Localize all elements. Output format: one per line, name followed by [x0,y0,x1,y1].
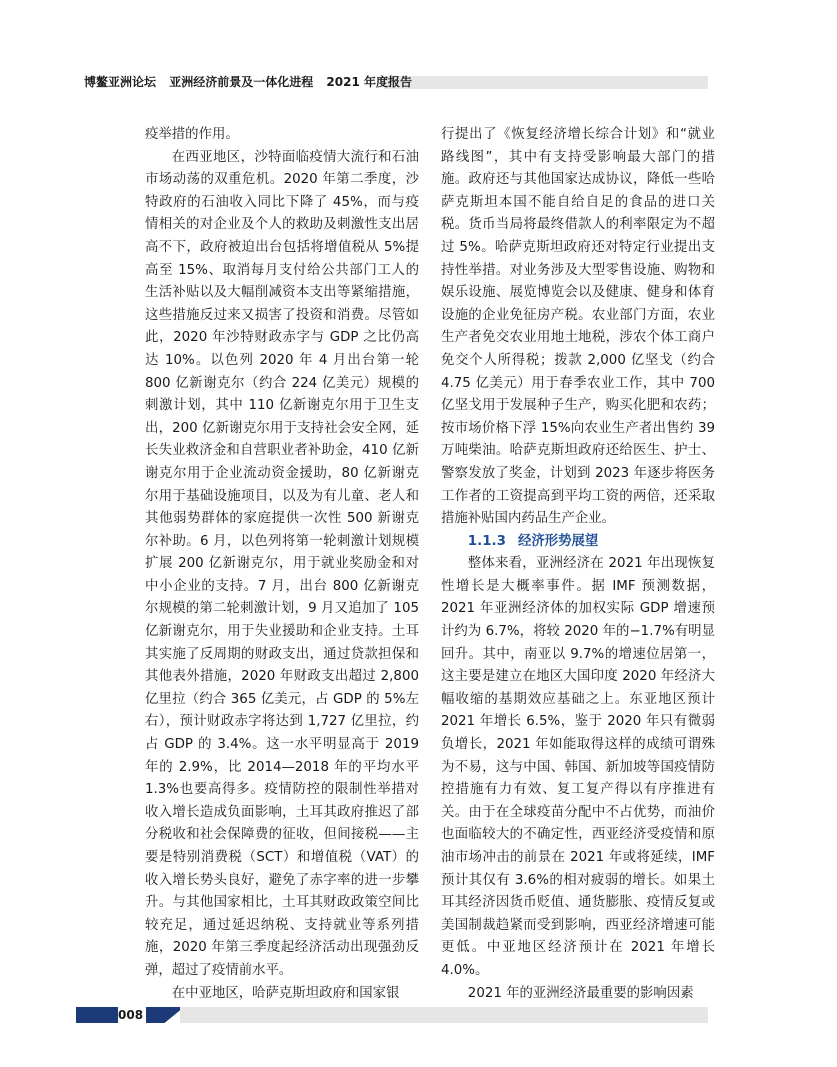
right-column [441,124,715,1005]
left-column [145,124,419,1005]
section-heading [441,531,715,554]
header-year-label: 2021 年度报告 [326,75,412,89]
paragraph: 整体来看，亚洲经济在 2021 年出现恢复性增长是大概率事件。据 IMF 预测数据，2021 年亚洲经济体的加权实际 GDP 增速预计约为 6.7%，将较 2020 年的−1.7%有明显回升。其中，南亚以 9.7%的增速位居第一，这主要是建立在地区大国印度 2020 年经济大幅收缩的基期效应基础之上。东亚地区预计 2021 年增长 6.5%，鉴于 2020 年只有微弱负增长，2021 年如能取得这样的成绩可谓殊为不易，这与中国、韩国、新加坡等国疫情防控措施有力有效、复工复产得以有序推进有关。由于在全球疫苗分配中不占优势，而油价也面临较大的不确定性，西亚经济受疫情和原油市场冲击的前景在 2021 年或将延续，IMF 预计其仅有 3.6%的相对疲弱的增长。如果土耳其经济因货币贬值、通货膨胀、疫情反复或美国制裁趋紧而受到影响，西亚经济增速可能更低。中亚地区经济预计在 2021 年增长 4.0%。 [441,556,715,978]
header-decor-bar [384,76,708,89]
section-number: 1.1.3 [467,533,506,549]
header-report-title: 亚洲经济前景及一体化进程 [169,75,314,89]
paragraph: 行提出了《恢复经济增长综合计划》和“就业路线图”，其中有支持受影响最大部门的措施。政府还与其他国家达成协议，降低一些哈萨克斯坦本国不能自给自足的食品的进口关税。货币当局将最终借款人的利率限定为不超过 5%。哈萨克斯坦政府还对特定行业提出支持性举措。对业务涉及大型零售设施、购物和娱乐设施、展览博览会以及健康、健身和体育设施的企业免征房产税。农业部门方面，农业生产者免交农业用地土地税，涉农个体工商户免交个人所得税；拨款 2,000 亿坚戈（约合 4.75 亿美元）用于春季农业工作，其中 700 亿坚戈用于发展种子生产，购买化肥和农药；按市场价格下浮 15%向农业生产者出售约 39 万吨柴油。哈萨克斯坦政府还给医生、护士、警察发放了奖金，计划到 2023 年逐步将医务工作者的工资提高到平均工资的两倍，还采取措施补贴国内药品生产企业。 [441,127,715,527]
header-text [84,73,421,91]
paragraph: 2021 年的亚洲经济最重要的影响因素 [467,985,694,1001]
paragraph: 在中亚地区，哈萨克斯坦政府和国家银 [171,985,400,1001]
header-publisher: 博鳌亚洲论坛 [84,75,157,89]
page-footer [0,1005,837,1025]
section-title: 经济形势展望 [517,533,599,549]
running-header [0,66,837,96]
page-number: 008 [118,1008,144,1022]
paragraph: 在西亚地区，沙特面临疫情大流行和石油市场动荡的双重危机。2020 年第二季度，沙特政府的石油收入同比下降了 45%，而与疫情相关的对企业及个人的救助及刺激性支出居高不下，政府被迫出台包括将增值税从 5%提高至 15%、取消每月支付给公共部门工人的生活补贴以及大幅削减资本支出等紧缩措施，这些措施反过来又损害了投资和消费。尽管如此，2020 年沙特财政赤字与 GDP 之比仍高达 10%。以色列 2020 年 4 月出台第一轮 800 亿新谢克尔（约合 224 亿美元）规模的刺激计划，其中 110 亿新谢克尔用于卫生支出，200 亿新谢克尔用于支持社会安全网，延长失业救济金和自营职业者补助金，410 亿新谢克尔用于企业流动资金援助，80 亿新谢克尔用于基础设施项目，以及为有儿童、老人和其他弱势群体的家庭提供一次性 500 新谢克尔补助。6 月，以色列将第一轮刺激计划规模扩展 200 亿新谢克尔，用于就业奖励金和对中小企业的支持。7 月，出台 800 亿新谢克尔规模的第二轮刺激计划，9 月又追加了 105 亿新谢克尔，用于失业援助和企业支持。土耳其实施了反周期的财政支出，通过贷款担保和其他表外措施，2020 年财政支出超过 2,800 亿里拉（约合 365 亿美元，占 GDP 的 5%左右），预计财政赤字将达到 1,727 亿里拉，约占 GDP 的 3.4%。这一水平明显高于 2019 年的 2.9%，比 2014—2018 年的平均水平 1.3%也要高得多。疫情防控的限制性举措对收入增长造成负面影响，土耳其政府推迟了部分税收和社会保障费的征收，但间接税——主要是特别消费税（SCT）和增值税（VAT）的收入增长势头良好，避免了赤字率的进一步攀升。与其他国家相比，土耳其财政政策空间比较充足，通过延迟纳税、支持就业等系列措施，2020 年第三季度起经济活动出现强劲反弹，超过了疫情前水平。 [145,149,419,978]
footer-decor-light-bar [180,1007,708,1023]
paragraph: 疫举措的作用。 [145,127,239,142]
